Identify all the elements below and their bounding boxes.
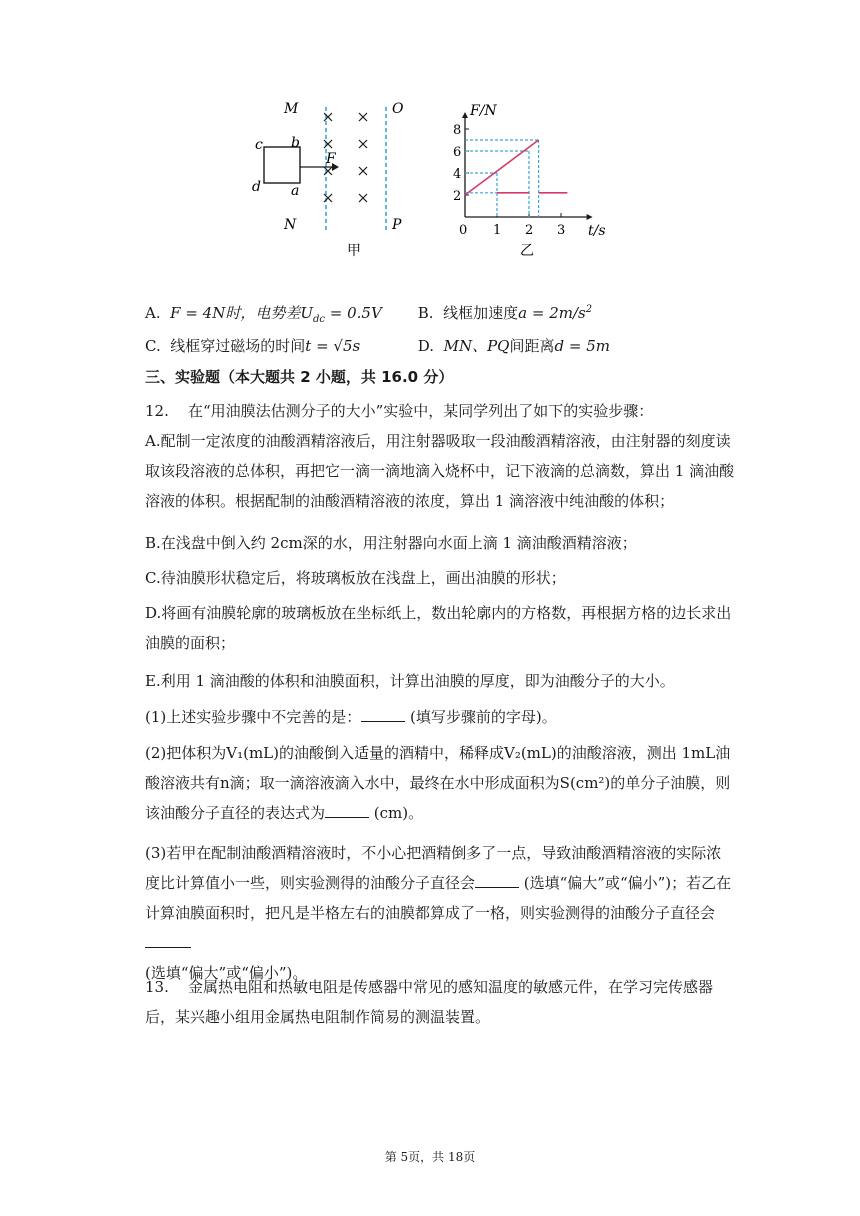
sub-question-3: (3)若甲在配制油酸酒精溶液时，不小心把酒精倒多了一点，导致油酸酒精溶液的实际浓度比计算值小一些，则实验测得的油酸分子直径会 (选填“偏大”或“偏小”)；若乙在计算油膜面积时，把凡是半格左右的油膜都算成了一格，则实验测得的油酸分子直径会 (选填“偏大”或“偏小”)。	[145, 844, 732, 982]
force-time-chart	[440, 95, 630, 270]
label-P: P	[392, 217, 402, 233]
y-axis-arrow	[462, 112, 468, 118]
y-axis-label: F/N	[470, 103, 497, 119]
question-12-stem: 12. 在“用油膜法估测分子的大小”实验中，某同学列出了如下的实验步骤：	[145, 402, 654, 420]
figure-jia	[240, 95, 430, 270]
caption-jia: 甲	[347, 243, 361, 259]
y-tick-label: 8	[453, 123, 462, 138]
label-N: N	[284, 217, 297, 233]
page-footer: 第 5页，共 18页	[384, 1150, 476, 1164]
options-row-2	[145, 335, 610, 356]
option-b[interactable]: B. 线框加速度$a = 2m/s^2$	[417, 304, 593, 322]
caption-yi: 乙	[520, 243, 534, 259]
label-d: d	[252, 179, 261, 195]
section-heading: 三、实验题（本大题共 2 小题，共 16.0 分）	[145, 368, 454, 386]
option-c[interactable]: C. 线框穿过磁场的时间t = √5s	[145, 337, 361, 355]
y-tick-label: 4	[453, 167, 462, 182]
label-b: b	[291, 135, 300, 151]
x-tick-label: 0	[459, 223, 468, 238]
x-axis-arrow	[587, 214, 593, 220]
label-a: a	[291, 183, 300, 199]
x-tick-label: 1	[493, 223, 502, 238]
label-M: M	[284, 101, 299, 117]
answer-blank-1[interactable]	[361, 707, 405, 722]
answer-blank-2[interactable]	[325, 803, 369, 818]
options-row-1	[145, 302, 592, 325]
step-a: A.配制一定浓度的油酸酒精溶液后，用注射器吸取一段油酸酒精溶液，由注射器的刻度读取该段溶液的总体积，再把它一滴一滴地滴入烧杯中，记下液滴的总滴数，算出 1 滴油酸溶液的体积。根据配制的油酸酒精溶液的浓度，算出 1 滴溶液中纯油酸的体积；	[145, 432, 735, 510]
label-c: c	[255, 137, 263, 153]
step-e: E.利用 1 滴油酸的体积和油膜面积，计算出油膜的厚度，即为油酸分子的大小。	[145, 672, 675, 690]
y-tick-label: 2	[453, 189, 462, 204]
answer-blank-4[interactable]	[145, 933, 191, 948]
x-axis-label: t/s	[588, 223, 606, 239]
step-c: C.待油膜形状稳定后，将玻璃板放在浅盘上，画出油膜的形状；	[145, 569, 566, 587]
option-d[interactable]: D. MN、PQ间距离d = 5m	[417, 337, 610, 355]
y-tick-label: 6	[453, 145, 462, 160]
sub-question-2: (2)把体积为V₁(mL)的油酸倒入适量的酒精中，稀释成V₂(mL)的油酸溶液，测出 1mL油酸溶液共有n滴；取一滴溶液滴入水中，最终在水中形成面积为S(cm²)的单分子油膜，则该油酸分子直径的表达式为 (cm)。	[145, 744, 731, 822]
question-number: 13.	[145, 978, 169, 996]
question-number: 12.	[145, 402, 169, 420]
answer-blank-3[interactable]	[475, 873, 519, 888]
sub-question-1: (1)上述实验步骤中不完善的是： (填写步骤前的字母)。	[145, 708, 557, 726]
series-line	[465, 140, 539, 195]
label-F: F	[326, 151, 336, 167]
question-13: 13. 金属热电阻和热敏电阻是传感器中常见的感知温度的敏感元件，在学习完传感器后，某兴趣小组用金属热电阻制作简易的测温装置。	[145, 978, 713, 1026]
step-d: D.将画有油膜轮廓的玻璃板放在坐标纸上，数出轮廓内的方格数，再根据方格的边长求出油膜的面积；	[145, 604, 732, 652]
option-a[interactable]: A. F = 4N时，电势差$U_{dc} = 0.5V$	[145, 304, 382, 325]
x-tick-label: 2	[525, 223, 534, 238]
label-O: O	[392, 101, 404, 117]
x-tick-label: 3	[557, 223, 566, 238]
step-b: B.在浅盘中倒入约 2cm深的水，用注射器向水面上滴 1 滴油酸酒精溶液；	[145, 534, 637, 552]
